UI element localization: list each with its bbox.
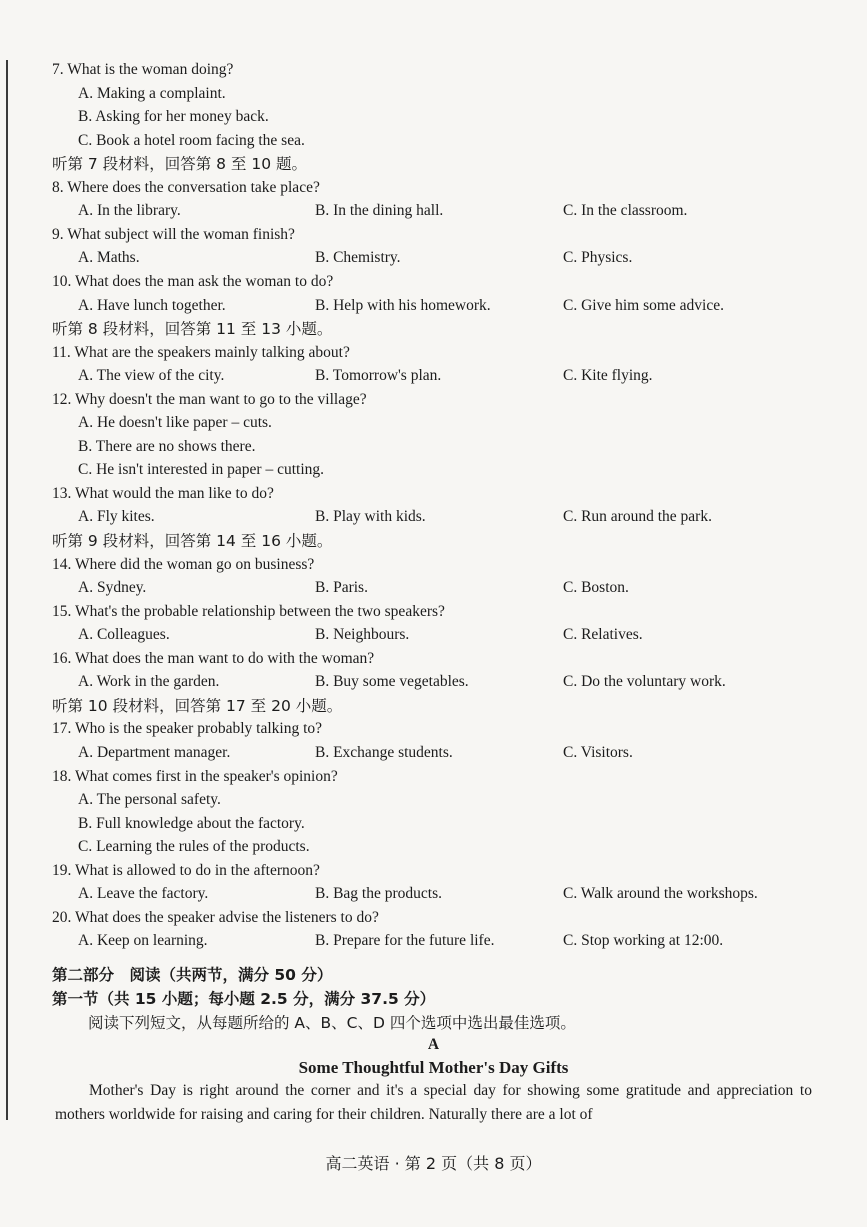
answer-option: A. Work in the garden. — [78, 673, 220, 691]
question-line — [0, 223, 867, 247]
answer-option: B. Buy some vegetables. — [315, 673, 469, 691]
answer-option: A. Leave the factory. — [78, 885, 209, 903]
question-text: 8. Where does the conversation take place? — [52, 178, 320, 196]
answer-option: C. Relatives. — [563, 626, 643, 644]
options-row — [0, 882, 867, 906]
question-text: 19. What is allowed to do in the afternoon? — [52, 861, 320, 879]
answer-option: A. The personal safety. — [78, 791, 221, 809]
answer-option: C. Book a hotel room facing the sea. — [78, 131, 305, 149]
options-row — [0, 741, 867, 765]
answer-option: C. Boston. — [563, 579, 629, 597]
options-row — [0, 576, 867, 600]
answer-option: B. Prepare for the future life. — [315, 932, 495, 950]
answer-option: C. Run around the park. — [563, 508, 712, 526]
listening-section-header — [0, 152, 867, 176]
options-row — [0, 435, 867, 459]
question-line — [0, 859, 867, 883]
answer-option: B. Full knowledge about the factory. — [78, 814, 305, 832]
answer-option: B. There are no shows there. — [78, 437, 256, 455]
options-row — [0, 82, 867, 106]
answer-option: C. Physics. — [563, 249, 633, 267]
answer-option: B. Play with kids. — [315, 508, 426, 526]
options-row — [0, 788, 867, 812]
options-row — [0, 929, 867, 953]
question-line — [0, 58, 867, 82]
answer-option: A. Department manager. — [78, 743, 231, 761]
options-row — [0, 364, 867, 388]
options-row — [0, 835, 867, 859]
question-line — [0, 600, 867, 624]
answer-option: C. Learning the rules of the products. — [78, 838, 310, 856]
passage-text: Mother's Day is right around the corner and it's a special day for showing some gratitude and appreciation to mothers worldwide for raising and caring for their children. Naturally there are a lot of — [55, 1082, 812, 1123]
answer-option: C. He isn't interested in paper – cutting. — [78, 461, 325, 479]
answer-option: A. Sydney. — [78, 579, 147, 597]
question-line — [0, 553, 867, 577]
question-line — [0, 341, 867, 365]
question-text: 18. What comes first in the speaker's opinion? — [52, 767, 338, 785]
options-row — [0, 105, 867, 129]
question-text: 14. Where did the woman go on business? — [52, 555, 315, 573]
answer-option: A. Maths. — [78, 249, 140, 267]
question-line — [0, 647, 867, 671]
question-text: 13. What would the man like to do? — [52, 484, 274, 502]
section-header-text: 听第 8 段材料，回答第 11 至 13 小题。 — [52, 320, 333, 339]
listening-section-header — [0, 694, 867, 718]
answer-option: C. Stop working at 12:00. — [563, 932, 724, 950]
question-text: 10. What does the man ask the woman to do? — [52, 272, 334, 290]
options-row — [0, 670, 867, 694]
question-text: 15. What's the probable relationship between the two speakers? — [52, 602, 445, 620]
answer-option: A. Have lunch together. — [78, 296, 226, 314]
question-line — [0, 717, 867, 741]
passage-title: Some Thoughtful Mother's Day Gifts — [298, 1058, 569, 1077]
question-text: 9. What subject will the woman finish? — [52, 225, 295, 243]
question-text: 17. Who is the speaker probably talking to? — [52, 720, 323, 738]
options-row — [0, 129, 867, 153]
passage-paragraph — [55, 1079, 812, 1127]
answer-option: A. Fly kites. — [78, 508, 155, 526]
question-text: 20. What does the speaker advise the listeners to do? — [52, 908, 379, 926]
answer-option: B. Asking for her money back. — [78, 108, 269, 126]
answer-option: C. Give him some advice. — [563, 296, 724, 314]
question-line — [0, 906, 867, 930]
answer-option: B. Chemistry. — [315, 249, 401, 267]
options-row — [0, 294, 867, 318]
question-line — [0, 176, 867, 200]
section-one-title: 第一节（共 15 小题；每小题 2.5 分，满分 37.5 分） — [52, 990, 436, 1008]
question-text: 7. What is the woman doing? — [52, 61, 234, 78]
listening-section-header — [0, 317, 867, 341]
answer-option: A. Colleagues. — [78, 626, 170, 644]
options-row — [0, 623, 867, 647]
answer-option: C. Walk around the workshops. — [563, 885, 758, 903]
answer-option: B. Help with his homework. — [315, 296, 491, 314]
options-row — [0, 458, 867, 482]
question-text: 11. What are the speakers mainly talking about? — [52, 343, 350, 361]
options-row — [0, 199, 867, 223]
options-row — [0, 812, 867, 836]
question-text: 16. What does the man want to do with the woman? — [52, 649, 375, 667]
passage-letter: A — [427, 1036, 440, 1053]
answer-option: B. Tomorrow's plan. — [315, 367, 442, 385]
section-header-text: 听第 9 段材料，回答第 14 至 16 小题。 — [52, 532, 333, 550]
options-row — [0, 246, 867, 270]
answer-option: B. In the dining hall. — [315, 202, 444, 220]
question-text: 12. Why doesn't the man want to go to the village? — [52, 390, 367, 408]
section-header-text: 听第 10 段材料，回答第 17 至 20 小题。 — [52, 696, 343, 715]
answer-option: B. Paris. — [315, 579, 368, 597]
options-row — [0, 411, 867, 435]
answer-option: A. Making a complaint. — [78, 84, 226, 102]
answer-option: C. Visitors. — [563, 743, 633, 761]
listening-section-header — [0, 529, 867, 553]
answer-option: B. Exchange students. — [315, 743, 453, 761]
page-footer: 高二英语 · 第 2 页（共 8 页） — [325, 1154, 542, 1173]
question-line — [0, 482, 867, 506]
options-row — [0, 505, 867, 529]
answer-option: A. Keep on learning. — [78, 932, 208, 950]
answer-option: C. Kite flying. — [563, 367, 653, 385]
section-header-text: 听第 7 段材料，回答第 8 至 10 题。 — [52, 155, 308, 174]
answer-option: A. He doesn't like paper – cuts. — [78, 414, 272, 432]
answer-option: B. Neighbours. — [315, 626, 410, 644]
answer-option: C. Do the voluntary work. — [563, 673, 726, 691]
answer-option: B. Bag the products. — [315, 885, 442, 903]
reading-instruction: 阅读下列短文，从每题所给的 A、B、C、D 四个选项中选出最佳选项。 — [88, 1014, 576, 1032]
question-line — [0, 388, 867, 412]
question-line — [0, 270, 867, 294]
answer-option: A. In the library. — [78, 202, 181, 220]
part-two-title: 第二部分 阅读（共两节，满分 50 分） — [52, 966, 333, 984]
answer-option: A. The view of the city. — [78, 367, 225, 385]
question-line — [0, 765, 867, 789]
answer-option: C. In the classroom. — [563, 202, 688, 220]
